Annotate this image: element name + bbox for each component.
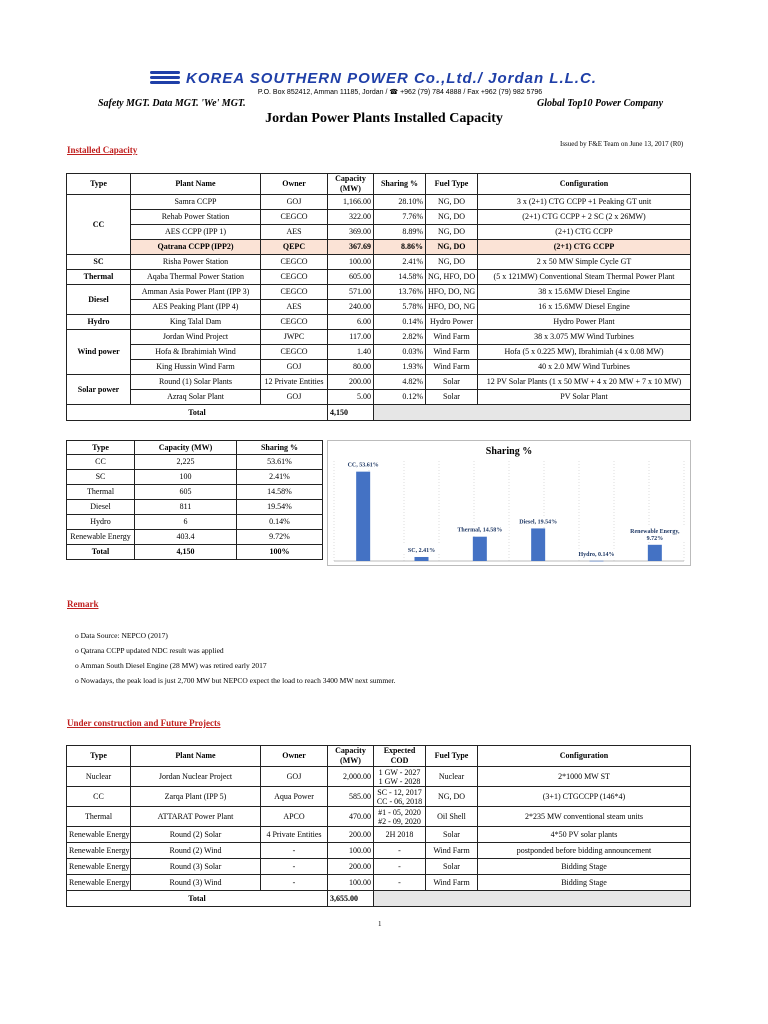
sharing-bar-chart [328, 441, 690, 565]
config-cell: PV Solar Plant [478, 390, 691, 405]
fuel-cell: Wind Farm [426, 330, 478, 345]
fuel-cell: Solar [426, 859, 478, 875]
remark-item: o Nowadays, the peak load is just 2,700 MW but NEPCO expect the load to reach 3400 MW next summer. [75, 676, 396, 685]
share-cell: 2.41% [374, 255, 426, 270]
config-cell: (2+1) CTG CCPP [478, 240, 691, 255]
config-cell: 16 x 15.6MW Diesel Engine [478, 300, 691, 315]
cod-line: #1 - 05, 2020 [378, 807, 421, 817]
table-row [67, 360, 691, 375]
plant-cell: Hofa & Ibrahimiah Wind [131, 345, 261, 360]
company-name: KOREA SOUTHERN POWER Co.,Ltd./ Jordan L.L.C. [186, 69, 597, 87]
owner-cell: CEGCO [261, 315, 328, 330]
share-cell: 5.78% [374, 300, 426, 315]
cap-cell: 367.69 [328, 240, 374, 255]
summary-cap-cell: 4,150 [135, 545, 237, 560]
table-row [67, 807, 691, 827]
config-cell: 2*235 MW conventional steam units [478, 807, 691, 827]
table-row [67, 390, 691, 405]
summary-cap-cell: 605 [135, 485, 237, 500]
type-cell: Renewable Energy [67, 843, 131, 859]
summary-total-row [67, 545, 323, 560]
summary-share-cell: 100% [237, 545, 323, 560]
cap-cell: 322.00 [328, 210, 374, 225]
fuel-cell: Solar [426, 827, 478, 843]
cap-cell: 117.00 [328, 330, 374, 345]
cod-line: 1 GW - 2027 [378, 767, 421, 777]
cap-cell: 100.00 [328, 843, 374, 859]
cod-line: 1 GW - 2028 [378, 776, 421, 786]
installed-column-header: Capacity (MW) [328, 174, 374, 195]
cap-cell: 1.40 [328, 345, 374, 360]
summary-cap-cell: 811 [135, 500, 237, 515]
table-row [67, 345, 691, 360]
fuel-cell: Nuclear [426, 767, 478, 787]
config-cell: Hydro Power Plant [478, 315, 691, 330]
summary-cap-cell: 100 [135, 470, 237, 485]
table-row [67, 300, 691, 315]
fuel-cell: NG, DO [426, 240, 478, 255]
cap-cell: 6.00 [328, 315, 374, 330]
owner-cell: CEGCO [261, 270, 328, 285]
summary-row [67, 530, 323, 545]
owner-cell: QEPC [261, 240, 328, 255]
cap-cell: 80.00 [328, 360, 374, 375]
fuel-cell: Solar [426, 375, 478, 390]
plant-cell: Round (2) Solar [131, 827, 261, 843]
fuel-cell: Wind Farm [426, 843, 478, 859]
plant-cell: Amman Asia Power Plant (IPP 3) [131, 285, 261, 300]
owner-cell: CEGCO [261, 255, 328, 270]
summary-type-cell: CC [67, 455, 135, 470]
config-cell: postponded before bidding announcement [478, 843, 691, 859]
config-cell: Bidding Stage [478, 875, 691, 891]
summary-row [67, 470, 323, 485]
plant-cell: AES Peaking Plant (IPP 4) [131, 300, 261, 315]
share-cell: 2.82% [374, 330, 426, 345]
table-row [67, 210, 691, 225]
plant-cell: Jordan Wind Project [131, 330, 261, 345]
summary-table [66, 440, 323, 560]
summary-share-cell: 0.14% [237, 515, 323, 530]
fuel-cell: NG, DO [426, 195, 478, 210]
cap-cell: 585.00 [328, 787, 374, 807]
config-cell: 38 x 3.075 MW Wind Turbines [478, 330, 691, 345]
bar-thermal [473, 537, 487, 561]
bar-renewable-energy [648, 545, 662, 561]
wave-logo-icon [150, 70, 180, 86]
table-row [67, 859, 691, 875]
summary-type-cell: SC [67, 470, 135, 485]
fuel-cell: NG, DO [426, 210, 478, 225]
cap-cell: 200.00 [328, 859, 374, 875]
plant-cell: Azraq Solar Plant [131, 390, 261, 405]
table-row [67, 270, 691, 285]
share-cell: 8.86% [374, 240, 426, 255]
cap-cell: 240.00 [328, 300, 374, 315]
table-row [67, 843, 691, 859]
type-cell: Solar power [67, 375, 131, 405]
cod-cell [374, 859, 426, 875]
cap-cell: 200.00 [328, 375, 374, 390]
summary-type-cell: Renewable Energy [67, 530, 135, 545]
plant-cell: King Hussin Wind Farm [131, 360, 261, 375]
share-cell: 0.03% [374, 345, 426, 360]
type-cell: Nuclear [67, 767, 131, 787]
plant-cell: Qatrana CCPP (IPP2) [131, 240, 261, 255]
fuel-cell: Solar [426, 390, 478, 405]
summary-cap-cell: 2,225 [135, 455, 237, 470]
summary-row [67, 455, 323, 470]
fuel-cell: Wind Farm [426, 875, 478, 891]
future-column-header: Configuration [478, 746, 691, 767]
summary-cap-cell: 6 [135, 515, 237, 530]
type-cell: Renewable Energy [67, 859, 131, 875]
table-row [67, 255, 691, 270]
share-cell: 13.76% [374, 285, 426, 300]
type-cell: Renewable Energy [67, 827, 131, 843]
data-label: Hydro, 0.14% [578, 551, 615, 558]
owner-cell: 12 Private Entities [261, 375, 328, 390]
cod-cell [374, 827, 426, 843]
config-cell: 3 x (2+1) CTG CCPP +1 Peaking GT unit [478, 195, 691, 210]
installed-capacity-table [66, 173, 691, 421]
bar-cc [356, 472, 370, 561]
type-cell: CC [67, 787, 131, 807]
future-header-row [67, 746, 691, 767]
summary-cap-cell: 403.4 [135, 530, 237, 545]
slogan-left: Safety MGT. Data MGT. 'We' MGT. [98, 98, 246, 109]
table-row [67, 195, 691, 210]
future-column-header: Owner [261, 746, 328, 767]
total-value: 3,655.00 [328, 891, 374, 907]
cod-line: - [398, 878, 401, 887]
cod-cell [374, 875, 426, 891]
cod-line: 2H 2018 [385, 830, 414, 839]
installed-column-header: Configuration [478, 174, 691, 195]
owner-cell: CEGCO [261, 285, 328, 300]
data-label: CC, 53.61% [347, 462, 379, 469]
summary-type-cell: Hydro [67, 515, 135, 530]
cap-cell: 5.00 [328, 390, 374, 405]
config-cell: (3+1) CTGCCPP (146*4) [478, 787, 691, 807]
table-row [67, 330, 691, 345]
table-row [67, 375, 691, 390]
plant-cell: Risha Power Station [131, 255, 261, 270]
type-cell: Diesel [67, 285, 131, 315]
total-label: Total [67, 405, 328, 421]
fuel-cell: NG, HFO, DO [426, 270, 478, 285]
page-title: Jordan Power Plants Installed Capacity [265, 111, 503, 126]
plant-cell: Round (3) Wind [131, 875, 261, 891]
table-row [67, 240, 691, 255]
type-cell: CC [67, 195, 131, 255]
share-cell: 0.12% [374, 390, 426, 405]
owner-cell: GOJ [261, 360, 328, 375]
cap-cell: 100.00 [328, 875, 374, 891]
share-cell: 7.76% [374, 210, 426, 225]
owner-cell: GOJ [261, 195, 328, 210]
summary-column-header: Capacity (MW) [135, 441, 237, 455]
company-address: P.O. Box 852412, Amman 11185, Jordan / ☎ +962 (79) 784 4888 / Fax +962 (79) 982 5796 [257, 89, 543, 96]
cod-line: - [398, 846, 401, 855]
config-cell: 4*50 PV solar plants [478, 827, 691, 843]
installed-column-header: Sharing % [374, 174, 426, 195]
config-cell: 2 x 50 MW Simple Cycle GT [478, 255, 691, 270]
plant-cell: AES CCPP (IPP 1) [131, 225, 261, 240]
cod-line: SC - 12, 2017 [377, 787, 422, 797]
cod-line: - [398, 862, 401, 871]
type-cell: Thermal [67, 807, 131, 827]
owner-cell: AES [261, 300, 328, 315]
config-cell: (5 x 121MW) Conventional Steam Thermal Power Plant [478, 270, 691, 285]
chart-title: Sharing % [485, 446, 533, 457]
table-row [67, 285, 691, 300]
cod-cell [374, 843, 426, 859]
config-cell: (2+1) CTG CCPP [478, 225, 691, 240]
config-cell: 2*1000 MW ST [478, 767, 691, 787]
owner-cell: AES [261, 225, 328, 240]
cod-line: CC - 06, 2018 [376, 796, 423, 806]
summary-type-cell: Total [67, 545, 135, 560]
data-label: Renewable Energy, 9.72% [630, 528, 680, 542]
owner-cell: CEGCO [261, 345, 328, 360]
cap-cell: 470.00 [328, 807, 374, 827]
plant-cell: ATTARAT Power Plant [131, 807, 261, 827]
installed-capacity-heading: Installed Capacity [67, 145, 138, 155]
config-cell: Hofa (5 x 0.225 MW), Ibrahimiah (4 x 0.08 MW) [478, 345, 691, 360]
cap-cell: 571.00 [328, 285, 374, 300]
summary-share-cell: 14.58% [237, 485, 323, 500]
type-cell: Wind power [67, 330, 131, 375]
owner-cell: - [261, 859, 328, 875]
plant-cell: Round (2) Wind [131, 843, 261, 859]
type-cell: Thermal [67, 270, 131, 285]
future-column-header: Fuel Type [426, 746, 478, 767]
cod-line: #2 - 09, 2020 [378, 816, 421, 826]
data-label: Diesel, 19.54% [519, 519, 558, 526]
cap-cell: 100.00 [328, 255, 374, 270]
config-cell: Bidding Stage [478, 859, 691, 875]
plant-cell: Round (1) Solar Plants [131, 375, 261, 390]
company-logo [150, 68, 620, 88]
data-label: Thermal, 14.58% [457, 527, 503, 534]
future-column-header: Type [67, 746, 131, 767]
owner-cell: Aqua Power [261, 787, 328, 807]
fuel-cell: NG, DO [426, 225, 478, 240]
cap-cell: 200.00 [328, 827, 374, 843]
installed-column-header: Type [67, 174, 131, 195]
cap-cell: 1,166.00 [328, 195, 374, 210]
remark-heading: Remark [67, 599, 99, 609]
plant-cell: Rehab Power Station [131, 210, 261, 225]
fuel-cell: Oil Shell [426, 807, 478, 827]
table-row [67, 767, 691, 787]
summary-share-cell: 9.72% [237, 530, 323, 545]
summary-row [67, 500, 323, 515]
owner-cell: - [261, 875, 328, 891]
summary-column-header: Type [67, 441, 135, 455]
share-cell: 4.82% [374, 375, 426, 390]
config-cell: 12 PV Solar Plants (1 x 50 MW + 4 x 20 MW + 7 x 10 MW) [478, 375, 691, 390]
owner-cell: - [261, 843, 328, 859]
fuel-cell: NG, DO [426, 255, 478, 270]
plant-cell: Samra CCPP [131, 195, 261, 210]
fuel-cell: Hydro Power [426, 315, 478, 330]
plant-cell: Round (3) Solar [131, 859, 261, 875]
summary-row [67, 515, 323, 530]
summary-type-cell: Diesel [67, 500, 135, 515]
type-cell: Hydro [67, 315, 131, 330]
config-cell: (2+1) CTG CCPP + 2 SC (2 x 26MW) [478, 210, 691, 225]
installed-header-row [67, 174, 691, 195]
future-column-header: Plant Name [131, 746, 261, 767]
share-cell: 8.89% [374, 225, 426, 240]
type-cell: Renewable Energy [67, 875, 131, 891]
table-row [67, 315, 691, 330]
summary-type-cell: Thermal [67, 485, 135, 500]
cod-cell [374, 787, 426, 807]
cod-cell [374, 767, 426, 787]
share-cell: 0.14% [374, 315, 426, 330]
plant-cell: King Talal Dam [131, 315, 261, 330]
owner-cell: GOJ [261, 767, 328, 787]
plant-cell: Aqaba Thermal Power Station [131, 270, 261, 285]
page-number: 1 [378, 920, 382, 928]
installed-column-header: Plant Name [131, 174, 261, 195]
installed-column-header: Fuel Type [426, 174, 478, 195]
future-projects-heading: Under construction and Future Projects [67, 718, 221, 728]
total-row [67, 405, 691, 421]
future-column-header: Expected COD [374, 746, 426, 767]
summary-share-cell: 2.41% [237, 470, 323, 485]
remark-item: o Qatrana CCPP updated NDC result was applied [75, 646, 224, 655]
fuel-cell: NG, DO [426, 787, 478, 807]
remark-item: o Amman South Diesel Engine (28 MW) was retired early 2017 [75, 661, 267, 670]
summary-header-row [67, 441, 323, 455]
bar-diesel [531, 528, 545, 561]
config-cell: 40 x 2.0 MW Wind Turbines [478, 360, 691, 375]
fuel-cell: HFO, DO, NG [426, 285, 478, 300]
total-filler [374, 891, 691, 907]
slogan-right: Global Top10 Power Company [537, 98, 664, 109]
summary-column-header: Sharing % [237, 441, 323, 455]
future-projects-table [66, 745, 691, 907]
bar-sc [415, 557, 429, 561]
installed-column-header: Owner [261, 174, 328, 195]
config-cell: 38 x 15.6MW Diesel Engine [478, 285, 691, 300]
future-column-header: Capacity (MW) [328, 746, 374, 767]
summary-share-cell: 19.54% [237, 500, 323, 515]
fuel-cell: Wind Farm [426, 345, 478, 360]
table-row [67, 827, 691, 843]
table-row [67, 787, 691, 807]
type-cell: SC [67, 255, 131, 270]
share-cell: 28.10% [374, 195, 426, 210]
cap-cell: 2,000.00 [328, 767, 374, 787]
total-label: Total [67, 891, 328, 907]
remark-list [75, 628, 396, 688]
owner-cell: APCO [261, 807, 328, 827]
cod-cell [374, 807, 426, 827]
fuel-cell: HFO, DO, NG [426, 300, 478, 315]
total-filler [374, 405, 691, 421]
total-value: 4,150 [328, 405, 374, 421]
remark-item: o Data Source: NEPCO (2017) [75, 631, 168, 640]
cap-cell: 369.00 [328, 225, 374, 240]
fuel-cell: Wind Farm [426, 360, 478, 375]
summary-share-cell: 53.61% [237, 455, 323, 470]
owner-cell: GOJ [261, 390, 328, 405]
plant-cell: Zarqa Plant (IPP 5) [131, 787, 261, 807]
total-row [67, 891, 691, 907]
share-cell: 1.93% [374, 360, 426, 375]
data-label: SC, 2.41% [407, 547, 436, 554]
owner-cell: 4 Private Entities [261, 827, 328, 843]
summary-row [67, 485, 323, 500]
owner-cell: CEGCO [261, 210, 328, 225]
plant-cell: Jordan Nuclear Project [131, 767, 261, 787]
bar-hydro [590, 561, 604, 562]
issued-note: Issued by F&E Team on June 13, 2017 (R0) [560, 140, 684, 148]
owner-cell: JWPC [261, 330, 328, 345]
sharing-chart [327, 440, 691, 566]
table-row [67, 225, 691, 240]
table-row [67, 875, 691, 891]
cap-cell: 605.00 [328, 270, 374, 285]
share-cell: 14.58% [374, 270, 426, 285]
